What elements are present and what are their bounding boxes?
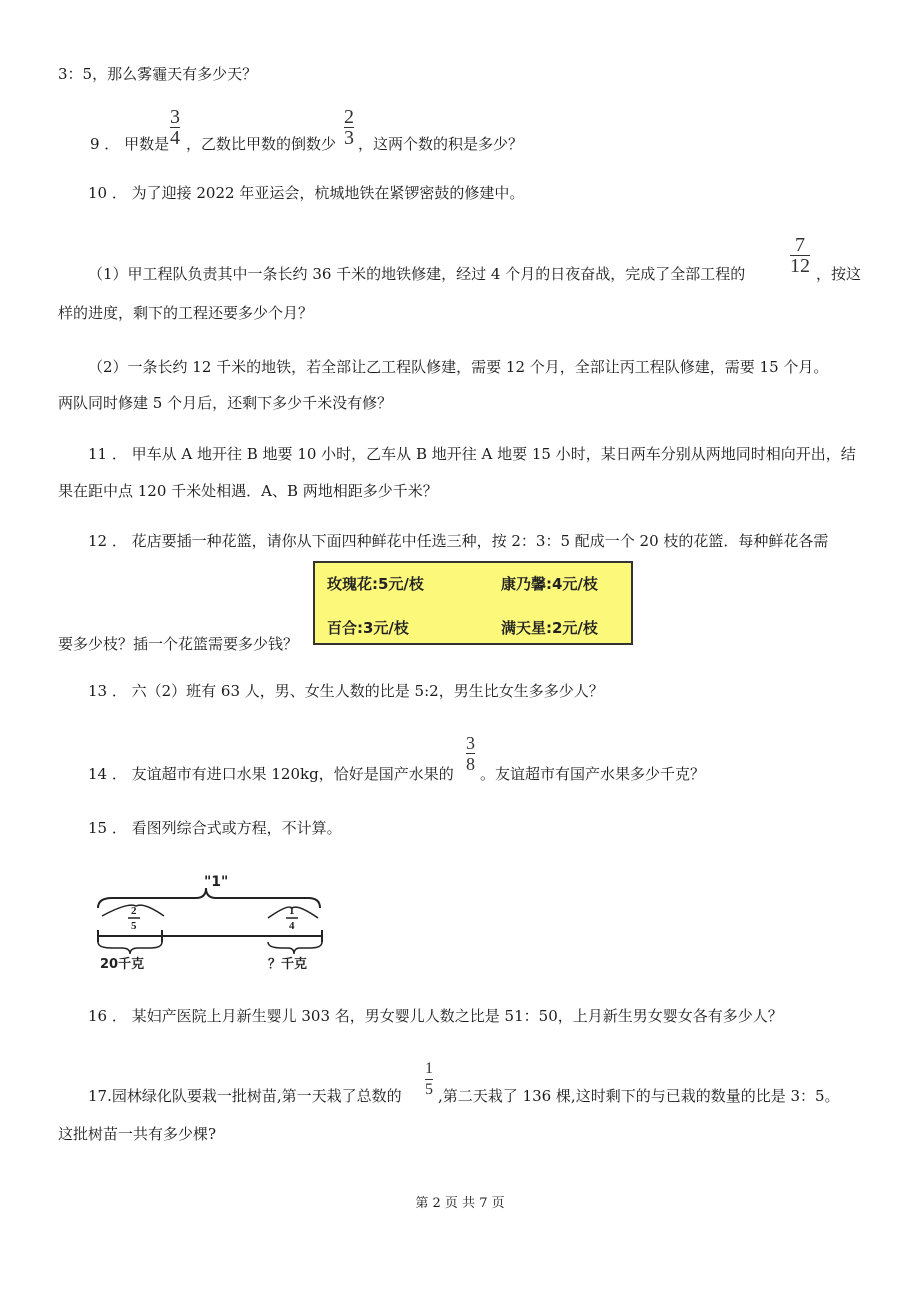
diagram-total-label: "1" (204, 874, 229, 890)
diagram-left-frac-d: 5 (131, 920, 137, 932)
diagram-right-frac-n: 1 (289, 905, 295, 917)
diagram-right-label: ？千克 (268, 957, 308, 972)
question-14-part1: 14 ． 友谊超市有进口水果 120kg，恰好是国产水果的 (88, 765, 454, 783)
question-10-2-part1: （2）一条长约 12 千米的地铁，若全部让乙工程队修建，需要 12 个月，全部让丙工程队修建，需要 15 个月。 (88, 358, 829, 376)
question-9-part3: ，这两个数的积是多少？ (358, 135, 524, 153)
question-17-part3: 这批树苗一共有多少棵? (58, 1125, 217, 1143)
question-12-part2: 要多少枝？插一个花篮需要多少钱？ (58, 635, 299, 653)
question-12-part1: 12 ． 花店要插一种花篮，请你从下面四种鲜花中任选三种，按 2：3：5 配成一个 20 枝的花篮．每种鲜花各需 (88, 532, 829, 550)
question-9-part2: ，乙数比甲数的倒数少 (186, 135, 337, 153)
fraction-three-fourths: 3 4 (170, 106, 180, 149)
question-16: 16 ． 某妇产医院上月新生婴儿 303 名，男女婴儿人数之比是 51：50，上月新生男女婴女各有多少人？ (88, 1007, 783, 1025)
question-13: 13 ． 六（2）班有 63 人，男、女生人数的比是 5:2，男生比女生多多少人？ (88, 682, 604, 700)
question-17-part2: ,第二天栽了 136 棵,这时剩下的与已栽的数量的比是 3：5。 (438, 1087, 840, 1105)
question-11-part2: 果在距中点 120 千米处相遇．A、B 两地相距多少千米？ (58, 482, 438, 500)
price-rose: 玫瑰花:5元/枝 (327, 575, 424, 593)
text-line: 3：5，那么雾霾天有多少天？ (58, 65, 258, 83)
question-15: 15 ． 看图列综合式或方程，不计算。 (88, 819, 342, 837)
fraction-one-fifth: 1 5 (425, 1060, 433, 1098)
fraction-seven-twelfths: 7 12 (790, 234, 810, 277)
question-10-1-part2: ，按这 (816, 265, 862, 283)
question-9-part1: 9 ． 甲数是 (90, 135, 170, 153)
question-17-part1: 17.园林绿化队要栽一批树苗,第一天栽了总数的 (88, 1087, 402, 1105)
diagram-left-frac-n: 2 (131, 905, 137, 917)
question-14-part2: 。友谊超市有国产水果多少千克？ (480, 765, 706, 783)
question-11-part1: 11 ． 甲车从 A 地开往 B 地要 10 小时，乙车从 B 地开往 A 地要 15 小时，某日两车分别从两地同时相向开出，结 (88, 445, 856, 463)
flower-price-table (313, 561, 633, 645)
question-10-2-part2: 两队同时修建 5 个月后，还剩下多少千米没有修？ (58, 394, 393, 412)
segment-diagram (92, 872, 342, 972)
diagram-right-frac-d: 4 (289, 920, 295, 932)
question-10: 10 ． 为了迎接 2022 年亚运会，杭城地铁在紧锣密鼓的修建中。 (88, 184, 525, 202)
price-babys-breath: 满天星:2元/枝 (501, 619, 598, 637)
fraction-three-eighths: 3 8 (466, 733, 475, 774)
diagram-left-label: 20千克 (100, 957, 145, 972)
price-carnation: 康乃馨:4元/枝 (501, 575, 598, 593)
price-lily: 百合:3元/枝 (327, 619, 409, 637)
fraction-two-thirds: 2 3 (344, 106, 354, 149)
page-footer: 第 2 页 共 7 页 (415, 1196, 505, 1211)
question-10-1-part3: 样的进度，剩下的工程还要多少个月？ (58, 304, 314, 322)
question-10-1-part1: （1）甲工程队负责其中一条长约 36 千米的地铁修建，经过 4 个月的日夜奋战，完成了全部工程的 (88, 265, 746, 283)
